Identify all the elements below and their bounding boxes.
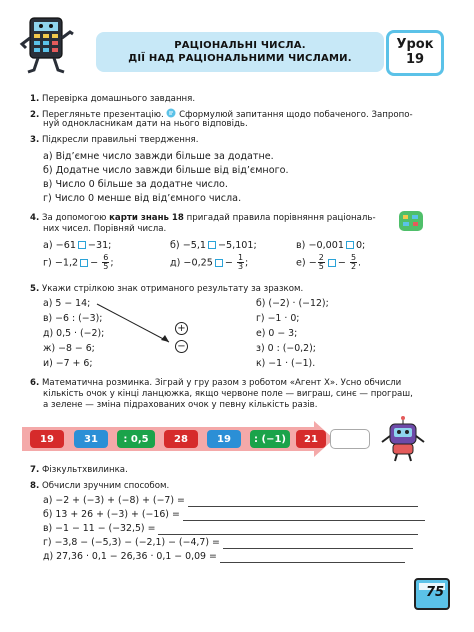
compare-box[interactable] <box>328 259 336 267</box>
task-8: 8. Обчисли зручним способом. <box>30 481 170 491</box>
compare-b: б) −5,1 −5,101; <box>170 240 257 251</box>
compare-c: в) −0,001 0; <box>296 240 366 251</box>
task-2-cont: нуй однокласникам дати на нього відповідь. <box>43 119 248 129</box>
compare-box[interactable] <box>346 241 354 249</box>
answer-line[interactable] <box>220 554 405 563</box>
task-1: 1. Перевірка домашнього завдання. <box>30 94 196 104</box>
chain-answer-box[interactable] <box>330 429 370 449</box>
lesson-title-line1: РАЦІОНАЛЬНІ ЧИСЛА. <box>174 40 306 51</box>
calc-item-e: д) 27,36 · 0,1 − 26,36 · 0,1 − 0,09 = <box>43 551 405 563</box>
sign-left-5: и) −7 + 6; <box>43 358 93 369</box>
task-4-cont: них чисел. Порівняй числа. <box>43 224 167 234</box>
agent-x-robot-icon <box>378 414 428 464</box>
lesson-number: 19 <box>405 52 425 67</box>
answer-line[interactable] <box>188 498 418 507</box>
sign-left-1: а) 5 − 14; <box>43 298 91 309</box>
calc-item-c: в) −1 − 11 − (−32,5) = <box>43 523 418 535</box>
lesson-number-box <box>386 30 444 76</box>
chain-cell-1: 19 <box>30 430 64 448</box>
fraction: $\frac{2}{5}$ <box>318 253 324 271</box>
compare-e: е) − $\frac{2}{5}$ − $\frac{5}{2}$ . <box>296 253 362 271</box>
chain-cell-7: 21 <box>296 430 326 448</box>
task-4: 4. За допомогою карти знань 18 пригадай правила порівняння раціональ- <box>30 213 376 223</box>
page-number: 75 <box>426 585 445 600</box>
compare-box[interactable] <box>215 259 223 267</box>
lesson-label: Урок <box>396 37 434 53</box>
answer-line[interactable] <box>158 526 418 535</box>
task-6: 6. Математична розминка. Зіграй у гру разом з роботом «Агент Х». Усно обчисли <box>30 378 402 388</box>
task-3-item-c: в) Число 0 більше за додатне число. <box>43 179 228 190</box>
lesson-title-line2: ДІЇ НАД РАЦІОНАЛЬНИМИ ЧИСЛАМИ. <box>128 53 352 64</box>
sign-left-4: ж) −8 − 6; <box>43 343 95 354</box>
compare-box[interactable] <box>208 241 216 249</box>
compare-d: д) −0,25 − $\frac{1}{3}$ ; <box>170 253 249 271</box>
calc-item-a: а) −2 + (−3) + (−8) + (−7) = <box>43 495 418 507</box>
task-7: 7. Фізкультхвилинка. <box>30 465 128 475</box>
presentation-icon[interactable] <box>166 108 176 118</box>
sign-left-2: в) −6 : (−3); <box>43 313 103 324</box>
compare-a: а) −61 −31; <box>43 240 112 251</box>
sign-right-4: з) 0 : (−0,2); <box>256 343 316 354</box>
answer-line[interactable] <box>183 512 425 521</box>
game-chain <box>22 426 328 452</box>
task-3-item-d: г) Число 0 менше від від’ємного числа. <box>43 193 242 204</box>
compare-box[interactable] <box>80 259 88 267</box>
task-3-item-b: б) Додатне число завжди більше від від’ємного. <box>43 165 289 176</box>
compare-box[interactable] <box>78 241 86 249</box>
fraction: $\frac{1}{3}$ <box>237 253 244 271</box>
calc-item-d: г) −3,8 − (−5,3) − (−2,1) − (−4,7) = <box>43 537 413 549</box>
task-3-item-a: а) Від’ємне число завжди більше за додатне. <box>43 151 274 162</box>
fraction: $\frac{5}{2}$ <box>350 253 357 271</box>
chain-cell-6: : (−1) <box>250 430 290 448</box>
sign-right-3: е) 0 − 3; <box>256 328 298 339</box>
task-5: 5. Укажи стрілкою знак отриманого результату за зразком. <box>30 284 304 294</box>
task-6-cont-2: а зелене — зміна підрахованих очок у певну кількість разів. <box>43 400 318 410</box>
answer-line[interactable] <box>223 540 413 549</box>
task-6-cont-1: кількість очок у кінці ланцюжка, якщо червоне поле — виграш, синє — програш, <box>43 389 413 399</box>
chain-cell-3: : 0,5 <box>117 430 155 448</box>
calc-item-b: б) 13 + 26 + (−3) + (−16) = <box>43 509 425 521</box>
compare-g: г) −1,2 − $\frac{6}{5}$ ; <box>43 253 114 271</box>
minus-sign-circle[interactable]: − <box>175 340 188 353</box>
task-2: 2. Перегляньте презентацію. Сформулюй запитання щодо побаченого. Запропо- <box>30 110 413 120</box>
lesson-title-banner <box>96 32 384 72</box>
fraction: $\frac{6}{5}$ <box>103 253 109 271</box>
chain-cell-5: 19 <box>207 430 241 448</box>
task-3: 3. Підкресли правильні твердження. <box>30 135 199 145</box>
sign-right-2: г) −1 · 0; <box>256 313 300 324</box>
sign-left-3: д) 0,5 · (−2); <box>43 328 105 339</box>
sign-right-1: б) (−2) · (−12); <box>256 298 329 309</box>
chain-cell-2: 31 <box>74 430 108 448</box>
plus-sign-circle[interactable]: + <box>175 322 188 335</box>
sample-arrow <box>95 298 175 348</box>
chain-cell-4: 28 <box>164 430 198 448</box>
sign-right-5: к) −1 · (−1). <box>256 358 316 369</box>
calculator-robot-icon <box>18 14 80 76</box>
knowledge-map-icon <box>398 210 424 232</box>
